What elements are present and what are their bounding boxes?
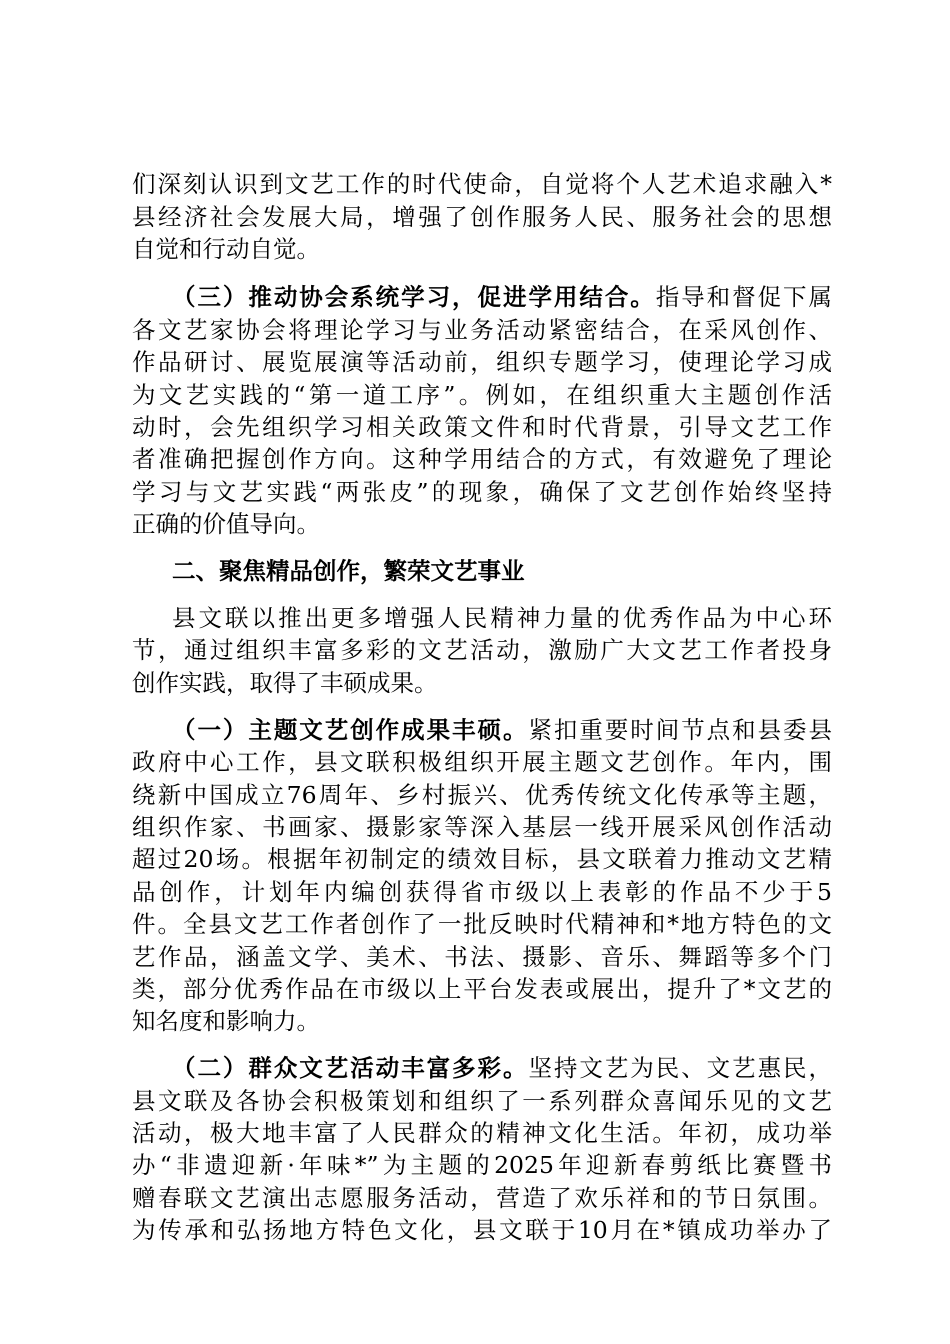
text-span: 坚持文艺为民、文艺惠民， (528, 1054, 832, 1082)
text-line: 类，部分优秀作品在市级以上平台发表或展出，提升了*文艺的 (132, 975, 832, 1003)
text-line: 作品研讨、展览展演等活动前，组织专题学习，使理论学习成 (132, 348, 832, 376)
section-heading-1: （一）主题文艺创作成果丰硕。 (172, 716, 529, 744)
text-line: 为传承和弘扬地方特色文化，县文联于10月在*镇成功举办了 (132, 1216, 832, 1244)
text-line: 县文联以推出更多增强人民精神力量的优秀作品为中心环 (172, 604, 832, 632)
text-span: 紧扣重要时间节点和县委县 (528, 716, 832, 744)
text-line: 为文艺实践的“第一道工序”。例如，在组织重大主题创作活 (132, 381, 832, 409)
text-line: 者准确把握创作方向。这种学用结合的方式，有效避免了理论 (132, 445, 832, 473)
text-line: 品创作，计划年内编创获得省市级以上表彰的作品不少于5 (132, 878, 832, 906)
text-line: 自觉和行动自觉。 (132, 235, 320, 263)
text-line: 组织作家、书画家、摄影家等深入基层一线开展采风创作活动 (132, 813, 832, 841)
text-line: 创作实践，取得了丰硕成果。 (132, 669, 438, 697)
text-line: 绕新中国成立76周年、乡村振兴、优秀传统文化传承等主题， (132, 781, 832, 809)
text-line: 艺作品，涵盖文学、美术、书法、摄影、音乐、舞蹈等多个门 (132, 943, 832, 971)
text-line: 活动，极大地丰富了人民群众的精神文化生活。年初，成功举 (132, 1119, 832, 1147)
paragraph-line (172, 279, 832, 315)
text-line: 们深刻认识到文艺工作的时代使命，自觉将个人艺术追求融入* (132, 170, 832, 198)
text-line: 动时，会先组织学习相关政策文件和时代背景，引导文艺工作 (132, 413, 832, 441)
text-line: 各文艺家协会将理论学习与业务活动紧密结合，在采风创作、 (132, 316, 832, 344)
text-line: 超过20场。根据年初制定的绩效目标，县文联着力推动文艺精 (132, 845, 832, 873)
text-line: 赠春联文艺演出志愿服务活动，营造了欢乐祥和的节日氛围。 (132, 1184, 832, 1212)
text-span: 指导和督促下属 (655, 283, 832, 311)
text-line: 正确的价值导向。 (132, 510, 320, 538)
text-line: 件。全县文艺工作者创作了一批反映时代精神和*地方特色的文 (132, 910, 832, 938)
paragraph-line (172, 1050, 832, 1086)
section-heading-3: （三）推动协会系统学习，促进学用结合。 (172, 283, 656, 311)
text-line: 学习与文艺实践“两张皮”的现象，确保了文艺创作始终坚持 (132, 478, 832, 506)
text-line: 县经济社会发展大局，增强了创作服务人民、服务社会的思想 (132, 203, 832, 231)
text-line: 节，通过组织丰富多彩的文艺活动，激励广大文艺工作者投身 (132, 636, 832, 664)
section-heading-2: （二）群众文艺活动丰富多彩。 (172, 1054, 529, 1082)
chapter-heading-2: 二、聚焦精品创作，繁荣文艺事业 (172, 557, 525, 585)
paragraph-line (172, 712, 832, 748)
text-line: 办“非遗迎新·年味*”为主题的2025年迎新春剪纸比赛暨书 (132, 1151, 832, 1179)
text-line: 知名度和影响力。 (132, 1007, 320, 1035)
text-line: 政府中心工作，县文联积极组织开展主题文艺创作。年内，围 (132, 748, 832, 776)
text-line: 县文联及各协会积极策划和组织了一系列群众喜闻乐见的文艺 (132, 1087, 832, 1115)
